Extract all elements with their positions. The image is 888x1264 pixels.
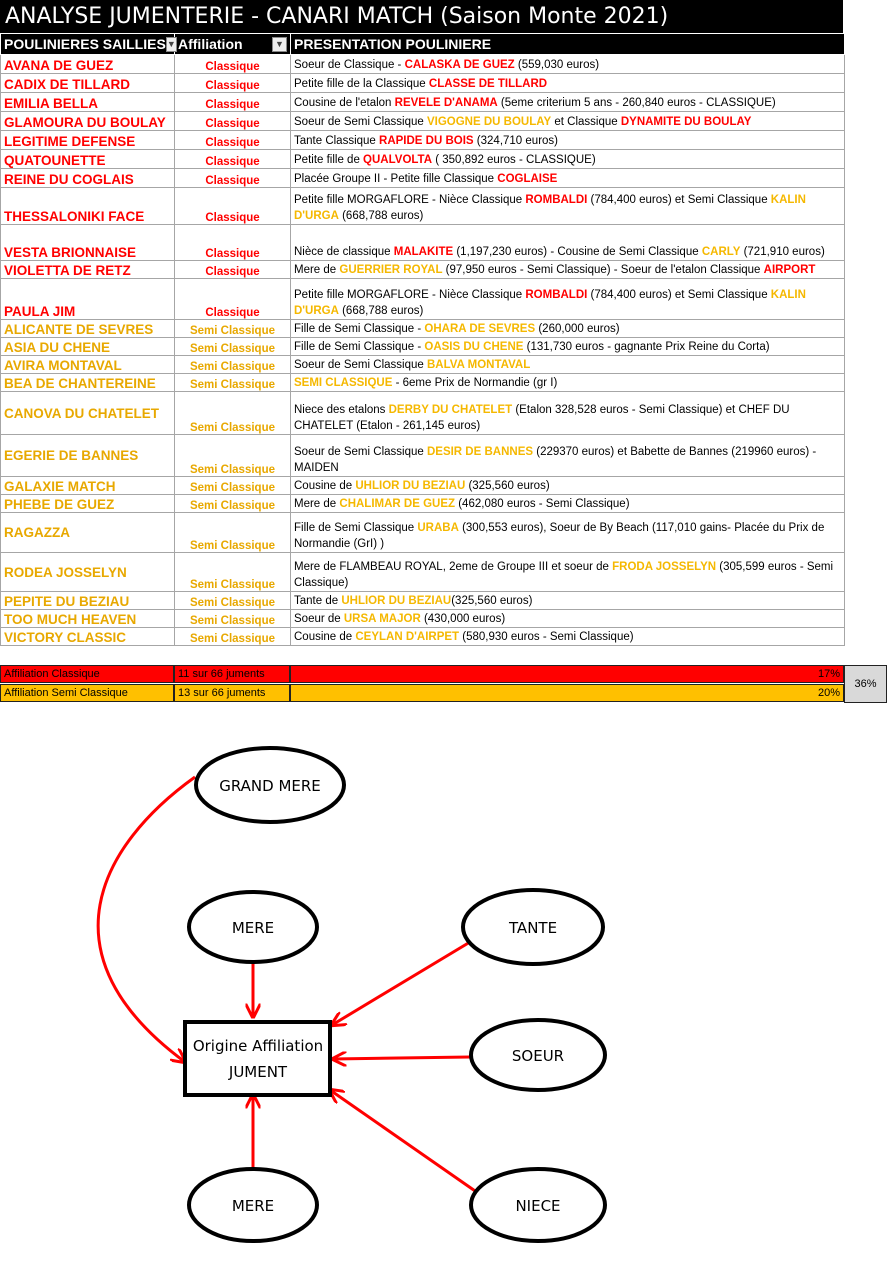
mare-name[interactable]: TOO MUCH HEAVEN bbox=[1, 610, 175, 628]
table-row bbox=[1, 261, 845, 279]
summary-total: 36% bbox=[844, 665, 887, 703]
table-row bbox=[1, 610, 845, 628]
mare-name[interactable]: CADIX DE TILLARD bbox=[1, 74, 175, 93]
presentation-text: (580,930 euros - Semi Classique) bbox=[459, 631, 634, 643]
horse-highlight: SEMI CLASSIQUE bbox=[294, 377, 393, 389]
presentation-text: (1,197,230 euros) - Cousine de Semi Classique bbox=[453, 246, 702, 258]
presentation-text: Fille de Semi Classique bbox=[294, 522, 418, 534]
horse-highlight: DYNAMITE DU BOULAY bbox=[620, 116, 752, 128]
presentation-cell[interactable] bbox=[291, 338, 845, 356]
presentation-text: (229370 euros) et Babette de Bannes (219960 euros) - MAIDEN bbox=[294, 446, 817, 474]
presentation-text: et Classique bbox=[551, 116, 621, 128]
table-row bbox=[1, 131, 845, 150]
mare-name[interactable]: LEGITIME DEFENSE bbox=[1, 131, 175, 150]
presentation-text: Placée Groupe II - Petite fille Classique bbox=[294, 173, 498, 185]
presentation-cell[interactable] bbox=[291, 374, 845, 392]
presentation-cell[interactable] bbox=[291, 74, 845, 93]
presentation-text: (305,599 euros - Semi Classique) bbox=[294, 561, 834, 589]
horse-highlight: RAPIDE DU BOIS bbox=[379, 135, 474, 147]
presentation-text: Mere de FLAMBEAU ROYAL, 2eme de Groupe III et soeur de bbox=[294, 561, 613, 573]
presentation-text: (668,788 euros) bbox=[338, 305, 424, 317]
presentation-text: (Etalon 328,528 euros - Semi Classique) et CHEF DU CHATELET (Etalon - 261,145 euros) bbox=[294, 404, 790, 432]
mare-name[interactable]: GALAXIE MATCH bbox=[1, 477, 175, 495]
presentation-text: Niece des etalons bbox=[294, 404, 389, 416]
affiliation-cell[interactable]: Classique bbox=[175, 131, 291, 150]
affiliation-cell[interactable]: Semi Classique bbox=[175, 356, 291, 374]
presentation-cell[interactable] bbox=[291, 610, 845, 628]
presentation-cell[interactable] bbox=[291, 93, 845, 112]
summary-pct: 20% bbox=[290, 684, 844, 702]
horse-highlight: GUERRIER ROYAL bbox=[339, 264, 443, 276]
table-row bbox=[1, 74, 845, 93]
table-row bbox=[1, 169, 845, 188]
mare-name[interactable]: AVIRA MONTAVAL bbox=[1, 356, 175, 374]
filter-dropdown-icon[interactable]: ▼ bbox=[166, 37, 177, 52]
arrow-tante bbox=[332, 942, 470, 1025]
affiliation-cell[interactable]: Classique bbox=[175, 55, 291, 74]
horse-highlight: AIRPORT bbox=[763, 264, 816, 276]
mare-name[interactable]: VICTORY CLASSIC bbox=[1, 628, 175, 646]
arrow-grand-mere bbox=[98, 777, 195, 1062]
table-row bbox=[1, 279, 845, 320]
table-header-row bbox=[1, 34, 845, 55]
presentation-text: Tante Classique bbox=[294, 135, 380, 147]
mares-table bbox=[0, 33, 845, 646]
presentation-cell[interactable] bbox=[291, 495, 845, 513]
mare-name[interactable]: THESSALONIKI FACE bbox=[1, 188, 175, 225]
table-row bbox=[1, 338, 845, 356]
summary-count: 13 sur 66 juments bbox=[174, 684, 290, 702]
header-name[interactable] bbox=[1, 34, 175, 55]
summary-row-semi bbox=[0, 684, 844, 702]
horse-highlight: DERBY DU CHATELET bbox=[388, 404, 513, 416]
horse-highlight: CEYLAN D'AIRPET bbox=[355, 631, 460, 643]
presentation-text: Cousine de l'etalon bbox=[294, 97, 395, 109]
affiliation-cell[interactable]: Semi Classique bbox=[175, 435, 291, 477]
presentation-text: (559,030 euros) bbox=[514, 59, 600, 71]
presentation-text: (721,910 euros) bbox=[740, 246, 825, 258]
mare-name[interactable]: PHEBE DE GUEZ bbox=[1, 495, 175, 513]
mare-name[interactable]: AVANA DE GUEZ bbox=[1, 55, 175, 74]
horse-highlight: ROMBALDI bbox=[525, 194, 588, 206]
affiliation-cell[interactable]: Classique bbox=[175, 261, 291, 279]
arrow-niece bbox=[330, 1090, 478, 1193]
affiliation-cell[interactable]: Classique bbox=[175, 169, 291, 188]
summary-pct: 17% bbox=[290, 665, 844, 683]
horse-highlight: CARLY bbox=[701, 246, 741, 258]
header-name-label: POULINIERES SAILLIES bbox=[4, 36, 166, 52]
table-row bbox=[1, 112, 845, 131]
presentation-text: Petite fille MORGAFLORE - Nièce Classique bbox=[294, 194, 526, 206]
node-label: SOEUR bbox=[511, 1047, 565, 1065]
summary-count: 11 sur 66 juments bbox=[174, 665, 290, 683]
affiliation-cell[interactable]: Semi Classique bbox=[175, 553, 291, 592]
mare-name[interactable]: ASIA DU CHENE bbox=[1, 338, 175, 356]
presentation-text: Soeur de Semi Classique bbox=[294, 446, 427, 458]
horse-highlight: VIGOGNE DU BOULAY bbox=[426, 116, 552, 128]
presentation-text: Fille de Semi Classique - bbox=[294, 341, 425, 353]
horse-highlight: UHLIOR DU BEZIAU bbox=[355, 480, 466, 492]
horse-highlight: BALVA MONTAVAL bbox=[426, 359, 531, 371]
presentation-text: (784,400 euros) et Semi Classique bbox=[587, 289, 771, 301]
mare-name[interactable]: RAGAZZA bbox=[1, 513, 175, 553]
affiliation-cell[interactable]: Semi Classique bbox=[175, 513, 291, 553]
presentation-cell[interactable] bbox=[291, 553, 845, 592]
mare-name[interactable]: VESTA BRIONNAISE bbox=[1, 225, 175, 261]
center-node-box bbox=[185, 1022, 330, 1095]
horse-highlight: KALIN D'URGA bbox=[294, 194, 806, 222]
presentation-cell[interactable] bbox=[291, 435, 845, 477]
horse-highlight: MALAKITE bbox=[393, 246, 454, 258]
affiliation-cell[interactable]: Classique bbox=[175, 150, 291, 169]
mare-name[interactable]: BEA DE CHANTEREINE bbox=[1, 374, 175, 392]
presentation-cell[interactable] bbox=[291, 592, 845, 610]
header-affiliation[interactable] bbox=[175, 34, 291, 55]
horse-highlight: CLASSE DE TILLARD bbox=[428, 78, 548, 90]
presentation-text: (462,080 euros - Semi Classique) bbox=[455, 498, 630, 510]
table-row bbox=[1, 477, 845, 495]
horse-highlight: CALASKA DE GUEZ bbox=[404, 59, 515, 71]
affiliation-cell[interactable]: Semi Classique bbox=[175, 477, 291, 495]
affiliation-cell[interactable]: Semi Classique bbox=[175, 392, 291, 435]
mare-name[interactable]: PEPITE DU BEZIAU bbox=[1, 592, 175, 610]
presentation-cell[interactable] bbox=[291, 261, 845, 279]
presentation-cell[interactable] bbox=[291, 112, 845, 131]
presentation-cell[interactable] bbox=[291, 188, 845, 225]
mare-name[interactable]: ALICANTE DE SEVRES bbox=[1, 320, 175, 338]
center-node-line1: Origine Affiliation bbox=[192, 1037, 324, 1055]
horse-highlight: OASIS DU CHENE bbox=[424, 341, 524, 353]
presentation-text: Soeur de Semi Classique bbox=[294, 116, 427, 128]
presentation-text: (325,560 euros) bbox=[451, 595, 533, 607]
presentation-cell[interactable] bbox=[291, 279, 845, 320]
horse-highlight: UHLIOR DU BEZIAU bbox=[341, 595, 452, 607]
table-row bbox=[1, 150, 845, 169]
table-row bbox=[1, 392, 845, 435]
presentation-text: Petite fille de bbox=[294, 154, 364, 166]
horse-highlight: URSA MAJOR bbox=[343, 613, 421, 625]
affiliation-cell[interactable]: Classique bbox=[175, 225, 291, 261]
affiliation-cell[interactable]: Classique bbox=[175, 112, 291, 131]
mare-name[interactable]: EGERIE DE BANNES bbox=[1, 435, 175, 477]
header-affiliation-label: Affiliation bbox=[178, 36, 243, 52]
mare-name[interactable]: EMILIA BELLA bbox=[1, 93, 175, 112]
affiliation-cell[interactable]: Semi Classique bbox=[175, 338, 291, 356]
horse-highlight: DESIR DE BANNES bbox=[426, 446, 534, 458]
table-row bbox=[1, 435, 845, 477]
presentation-cell[interactable] bbox=[291, 131, 845, 150]
table-row bbox=[1, 188, 845, 225]
presentation-text: Mere de bbox=[294, 264, 340, 276]
affiliation-cell[interactable]: Semi Classique bbox=[175, 495, 291, 513]
presentation-text: (668,788 euros) bbox=[338, 210, 424, 222]
presentation-text: (784,400 euros) et Semi Classique bbox=[587, 194, 771, 206]
affiliation-cell[interactable]: Semi Classique bbox=[175, 592, 291, 610]
affiliation-cell[interactable]: Classique bbox=[175, 188, 291, 225]
presentation-text: Cousine de bbox=[294, 631, 356, 643]
summary-block bbox=[0, 665, 887, 703]
horse-highlight: OHARA DE SEVRES bbox=[424, 323, 536, 335]
horse-highlight: FRODA JOSSELYN bbox=[612, 561, 717, 573]
node-label: MERE bbox=[231, 919, 275, 937]
node-label: MERE bbox=[231, 1197, 275, 1215]
table-row bbox=[1, 628, 845, 646]
table-row bbox=[1, 320, 845, 338]
presentation-cell[interactable] bbox=[291, 150, 845, 169]
presentation-text: Mere de bbox=[294, 498, 340, 510]
presentation-text: Soeur de Semi Classique bbox=[294, 359, 427, 371]
affiliation-diagram bbox=[0, 705, 888, 1264]
mare-name[interactable]: QUATOUNETTE bbox=[1, 150, 175, 169]
presentation-cell[interactable] bbox=[291, 320, 845, 338]
filter-dropdown-icon[interactable]: ▼ bbox=[272, 37, 287, 52]
presentation-text: Tante de bbox=[294, 595, 342, 607]
table-row bbox=[1, 93, 845, 112]
node-label: TANTE bbox=[508, 919, 558, 937]
presentation-cell[interactable] bbox=[291, 169, 845, 188]
presentation-text: (131,730 euros - gagnante Prix Reine du Corta) bbox=[523, 341, 770, 353]
mare-name[interactable]: CANOVA DU CHATELET bbox=[1, 392, 175, 435]
mare-name[interactable]: PAULA JIM bbox=[1, 279, 175, 320]
table-row bbox=[1, 592, 845, 610]
summary-row-classique bbox=[0, 665, 844, 683]
table-row bbox=[1, 553, 845, 592]
presentation-text: Petite fille de la Classique bbox=[294, 78, 429, 90]
presentation-text: Soeur de bbox=[294, 613, 344, 625]
presentation-text: Soeur de Classique - bbox=[294, 59, 405, 71]
affiliation-cell[interactable]: Semi Classique bbox=[175, 320, 291, 338]
horse-highlight: ROMBALDI bbox=[525, 289, 588, 301]
presentation-text: (430,000 euros) bbox=[420, 613, 506, 625]
affiliation-cell[interactable]: Classique bbox=[175, 74, 291, 93]
presentation-cell[interactable] bbox=[291, 628, 845, 646]
presentation-cell[interactable] bbox=[291, 477, 845, 495]
page-title: ANALYSE JUMENTERIE - CANARI MATCH (Saison Monte 2021) bbox=[0, 0, 843, 33]
node-label: GRAND MERE bbox=[219, 777, 321, 795]
horse-highlight: KALIN D'URGA bbox=[294, 289, 806, 317]
affiliation-cell[interactable]: Semi Classique bbox=[175, 628, 291, 646]
presentation-text: - 6eme Prix de Normandie (gr I) bbox=[392, 377, 558, 389]
table-row bbox=[1, 225, 845, 261]
presentation-cell[interactable] bbox=[291, 513, 845, 553]
header-presentation-label: PRESENTATION POULINIERE bbox=[294, 36, 492, 52]
header-presentation bbox=[291, 34, 845, 55]
horse-highlight: QUALVOLTA bbox=[363, 154, 433, 166]
summary-label: Affiliation Semi Classique bbox=[0, 684, 174, 702]
presentation-text: (5eme criterium 5 ans - 260,840 euros - CLASSIQUE) bbox=[497, 97, 776, 109]
presentation-text: Fille de Semi Classique - bbox=[294, 323, 425, 335]
presentation-text: (324,710 euros) bbox=[473, 135, 558, 147]
summary-label: Affiliation Classique bbox=[0, 665, 174, 683]
mare-name[interactable]: RODEA JOSSELYN bbox=[1, 553, 175, 592]
presentation-cell[interactable] bbox=[291, 55, 845, 74]
horse-highlight: URABA bbox=[417, 522, 459, 534]
presentation-text: Nièce de classique bbox=[294, 246, 394, 258]
presentation-text: (300,553 euros), Soeur de By Beach (117,010 gains- Placée du Prix de Normandie (GrI) ) bbox=[294, 522, 825, 550]
arrow-soeur bbox=[333, 1057, 470, 1059]
table-row bbox=[1, 513, 845, 553]
horse-highlight: COGLAISE bbox=[497, 173, 558, 185]
horse-highlight: REVELE D'ANAMA bbox=[394, 97, 498, 109]
affiliation-cell[interactable]: Semi Classique bbox=[175, 610, 291, 628]
diagram-arrows bbox=[98, 777, 478, 1193]
presentation-text: Cousine de bbox=[294, 480, 356, 492]
center-node-line2: JUMENT bbox=[228, 1063, 288, 1081]
presentation-text: Petite fille MORGAFLORE - Nièce Classique bbox=[294, 289, 526, 301]
presentation-text: ( 350,892 euros - CLASSIQUE) bbox=[432, 154, 596, 166]
mare-name[interactable]: REINE DU COGLAIS bbox=[1, 169, 175, 188]
presentation-cell[interactable] bbox=[291, 225, 845, 261]
presentation-text: (97,950 euros - Semi Classique) - Soeur de l'etalon Classique bbox=[442, 264, 764, 276]
presentation-text: (260,000 euros) bbox=[535, 323, 620, 335]
horse-highlight: CHALIMAR DE GUEZ bbox=[339, 498, 456, 510]
node-label: NIECE bbox=[515, 1197, 561, 1215]
table-row bbox=[1, 374, 845, 392]
presentation-cell[interactable] bbox=[291, 356, 845, 374]
table-row bbox=[1, 55, 845, 74]
mare-name[interactable]: VIOLETTA DE RETZ bbox=[1, 261, 175, 279]
affiliation-cell[interactable]: Classique bbox=[175, 93, 291, 112]
presentation-text: (325,560 euros) bbox=[465, 480, 550, 492]
mare-name[interactable]: GLAMOURA DU BOULAY bbox=[1, 112, 175, 131]
table-row bbox=[1, 495, 845, 513]
affiliation-cell[interactable]: Classique bbox=[175, 279, 291, 320]
table-row bbox=[1, 356, 845, 374]
presentation-cell[interactable] bbox=[291, 392, 845, 435]
affiliation-cell[interactable]: Semi Classique bbox=[175, 374, 291, 392]
